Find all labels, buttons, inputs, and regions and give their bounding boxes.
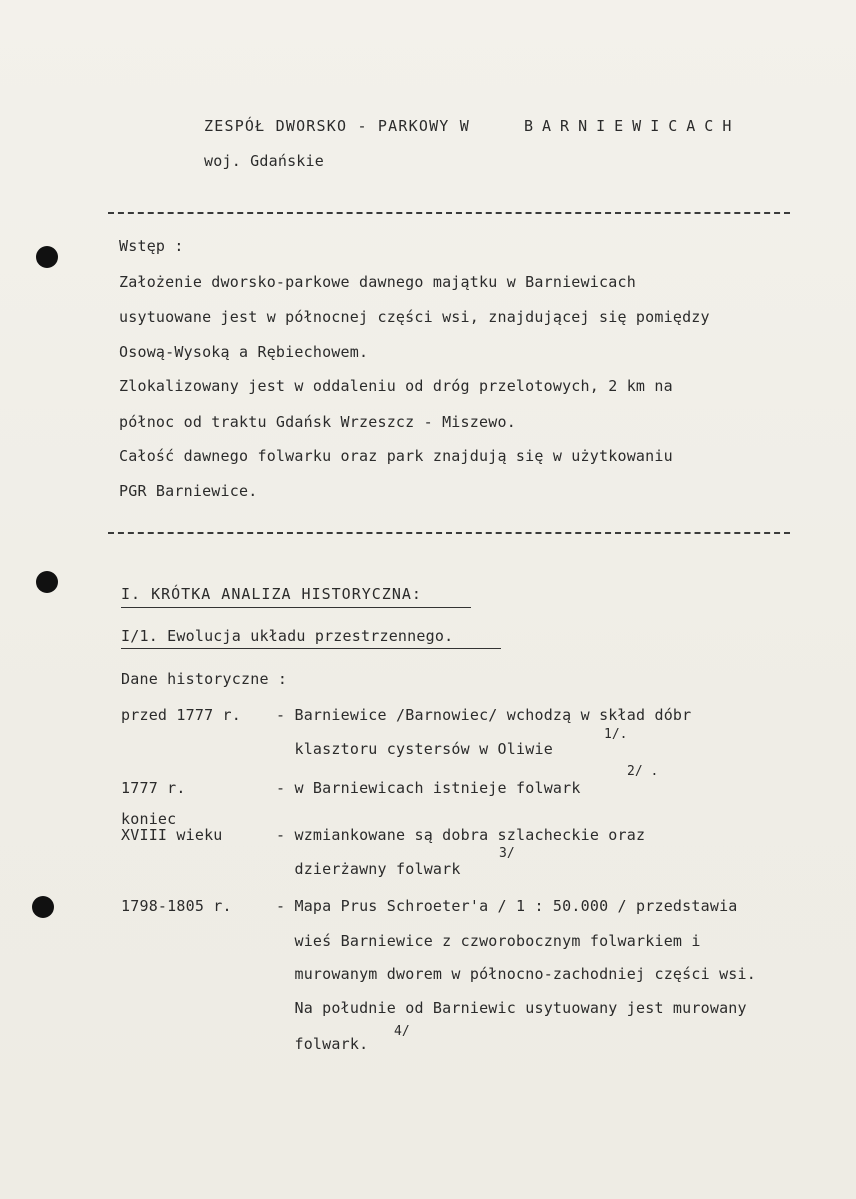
document-subtitle: woj. Gdańskie — [204, 152, 324, 170]
entry-line: dzierżawny folwark — [276, 860, 461, 878]
punch-hole — [36, 571, 58, 593]
entry-line: folwark. — [276, 1035, 369, 1053]
footnote-ref: 4/ — [394, 1024, 410, 1039]
entry-date: XVIII wieku — [121, 826, 223, 844]
intro-line: Zlokalizowany jest w oddaleniu od dróg przelotowych, 2 km na — [119, 377, 673, 395]
intro-line: usytuowane jest w północnej części wsi, znajdującej się pomiędzy — [119, 308, 710, 326]
entry-line: - wzmiankowane są dobra szlacheckie oraz — [276, 826, 646, 844]
intro-line: północ od traktu Gdańsk Wrzeszcz - Miszewo. — [119, 413, 516, 431]
entry-line: wieś Barniewice z czworobocznym folwarkiem i — [276, 932, 701, 950]
intro-line: Założenie dworsko-parkowe dawnego majątku w Barniewicach — [119, 273, 636, 291]
intro-heading: Wstęp : — [119, 237, 184, 255]
entry-line: murowanym dworem w północno-zachodniej części wsi. — [276, 965, 756, 983]
section-heading: I. KRÓTKA ANALIZA HISTORYCZNA: — [121, 585, 422, 603]
entry-date: 1798-1805 r. — [121, 897, 232, 915]
entry-date: przed 1777 r. — [121, 706, 241, 724]
entry-line: - w Barniewicach istnieje folwark — [276, 779, 581, 797]
subsection-heading: I/1. Ewolucja układu przestrzennego. — [121, 627, 454, 645]
dashed-divider — [108, 532, 790, 534]
entry-line: Na południe od Barniewic usytuowany jest murowany — [276, 999, 747, 1017]
entry-line: - Barniewice /Barnowiec/ wchodzą w skład dóbr — [276, 706, 692, 724]
intro-line: Całość dawnego folwarku oraz park znajdują się w użytkowaniu — [119, 447, 673, 465]
data-label: Dane historyczne : — [121, 670, 288, 688]
entry-date: 1777 r. — [121, 779, 186, 797]
footnote-ref: 3/ — [499, 846, 515, 861]
dashed-divider — [108, 212, 790, 214]
entry-line: klasztoru cystersów w Oliwie — [276, 740, 553, 758]
document-title: ZESPÓŁ DWORSKO - PARKOWY W — [204, 117, 470, 135]
intro-line: Osową-Wysoką a Rębiechowem. — [119, 343, 369, 361]
intro-line: PGR Barniewice. — [119, 482, 258, 500]
subsection-heading-underline — [121, 648, 501, 649]
punch-hole — [32, 896, 54, 918]
footnote-ref: 2/ . — [627, 764, 659, 779]
footnote-ref: 1/. — [604, 727, 628, 742]
section-heading-underline — [121, 607, 471, 608]
punch-hole — [36, 246, 58, 268]
entry-date-prefix: koniec — [121, 810, 177, 828]
entry-line: - Mapa Prus Schroeter'a / 1 : 50.000 / przedstawia — [276, 897, 738, 915]
document-title-place: BARNIEWICACH — [524, 117, 741, 135]
